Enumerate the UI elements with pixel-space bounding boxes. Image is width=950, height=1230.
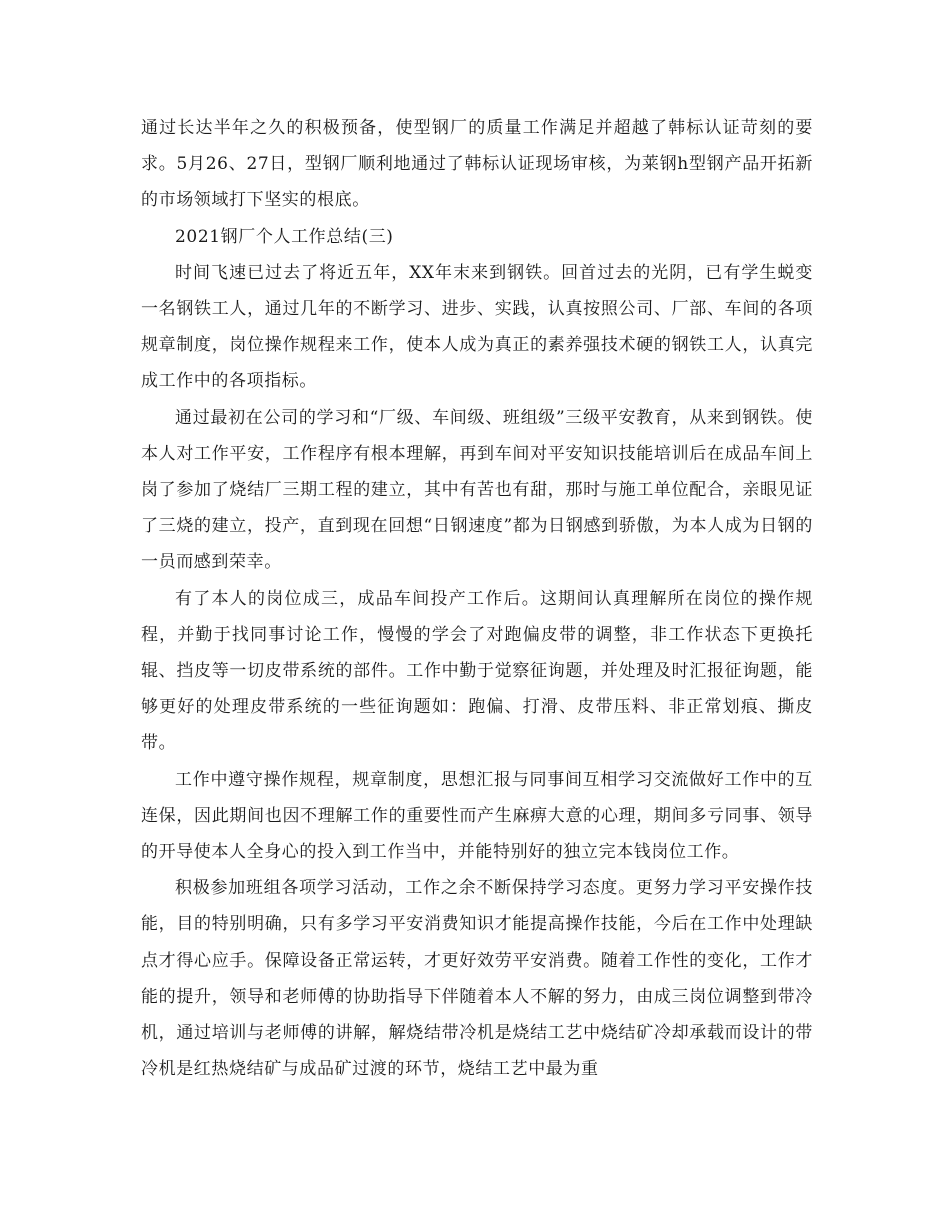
paragraph-continued: 通过长达半年之久的积极预备，使型钢厂的质量工作满足并超越了韩标认证苛刻的要求。5月26、27日，型钢厂顺利地通过了韩标认证现场审核，为莱钢h型钢产品开拓新的市场领域打下坚实的根底。	[141, 118, 813, 211]
paragraph-2: 通过最初在公司的学习和“厂级、车间级、班组级”三级平安教育，从来到钢铁。使本人对工作平安，工作程序有根本理解，再到车间对平安知识技能培训后在成品车间上岗了参加了烧结厂三期工程的建立，其中有苦也有甜，那时与施工单位配合，亲眼见证了三烧的建立，投产，直到现在回想“日钢速度”都为日钢感到骄傲，为本人成为日钢的一员而感到荣幸。	[141, 407, 813, 573]
document-body	[141, 110, 813, 1087]
paragraph-1: 时间飞速已过去了将近五年，XX年末来到钢铁。回首过去的光阴，已有学生蜕变一名钢铁工人，通过几年的不断学习、进步、实践，认真按照公司、厂部、车间的各项规章制度，岗位操作规程来工作，使本人成为真正的素养强技术硬的钢铁工人，认真完成工作中的各项指标。	[141, 262, 813, 392]
paragraph-4: 工作中遵守操作规程，规章制度，思想汇报与同事间互相学习交流做好工作中的互连保，因此期间也因不理解工作的重要性而产生麻痹大意的心理，期间多亏同事、领导的开导使本人全身心的投入到工作当中，并能特别好的独立完本钱岗位工作。	[141, 769, 813, 863]
section-title: 2021钢厂个人工作总结(三)	[175, 226, 394, 247]
paragraph-5: 积极参加班组各项学习活动，工作之余不断保持学习态度。更努力学习平安操作技能，目的特别明确，只有多学习平安消费知识才能提高操作技能，今后在工作中处理缺点才得心应手。保障设备正常运转，才更好效劳平安消费。随着工作性的变化，工作才能的提升，领导和老师傅的协助指导下伴随着本人不解的努力，由成三岗位调整到带冷机，通过培训与老师傅的讲解，解烧结带冷机是烧结工艺中烧结矿冷却承载而设计的带冷机是红热烧结矿与成品矿过渡的环节，烧结工艺中最为重	[141, 878, 813, 1080]
paragraph-3: 有了本人的岗位成三，成品车间投产工作后。这期间认真理解所在岗位的操作规程，并勤于找同事讨论工作，慢慢的学会了对跑偏皮带的调整，非工作状态下更换托辊、挡皮等一切皮带系统的部件。工作中勤于觉察征询题，并处理及时汇报征询题，能够更好的处理皮带系统的一些征询题如：跑偏、打滑、皮带压料、非正常划痕、撕皮带。	[141, 588, 813, 754]
